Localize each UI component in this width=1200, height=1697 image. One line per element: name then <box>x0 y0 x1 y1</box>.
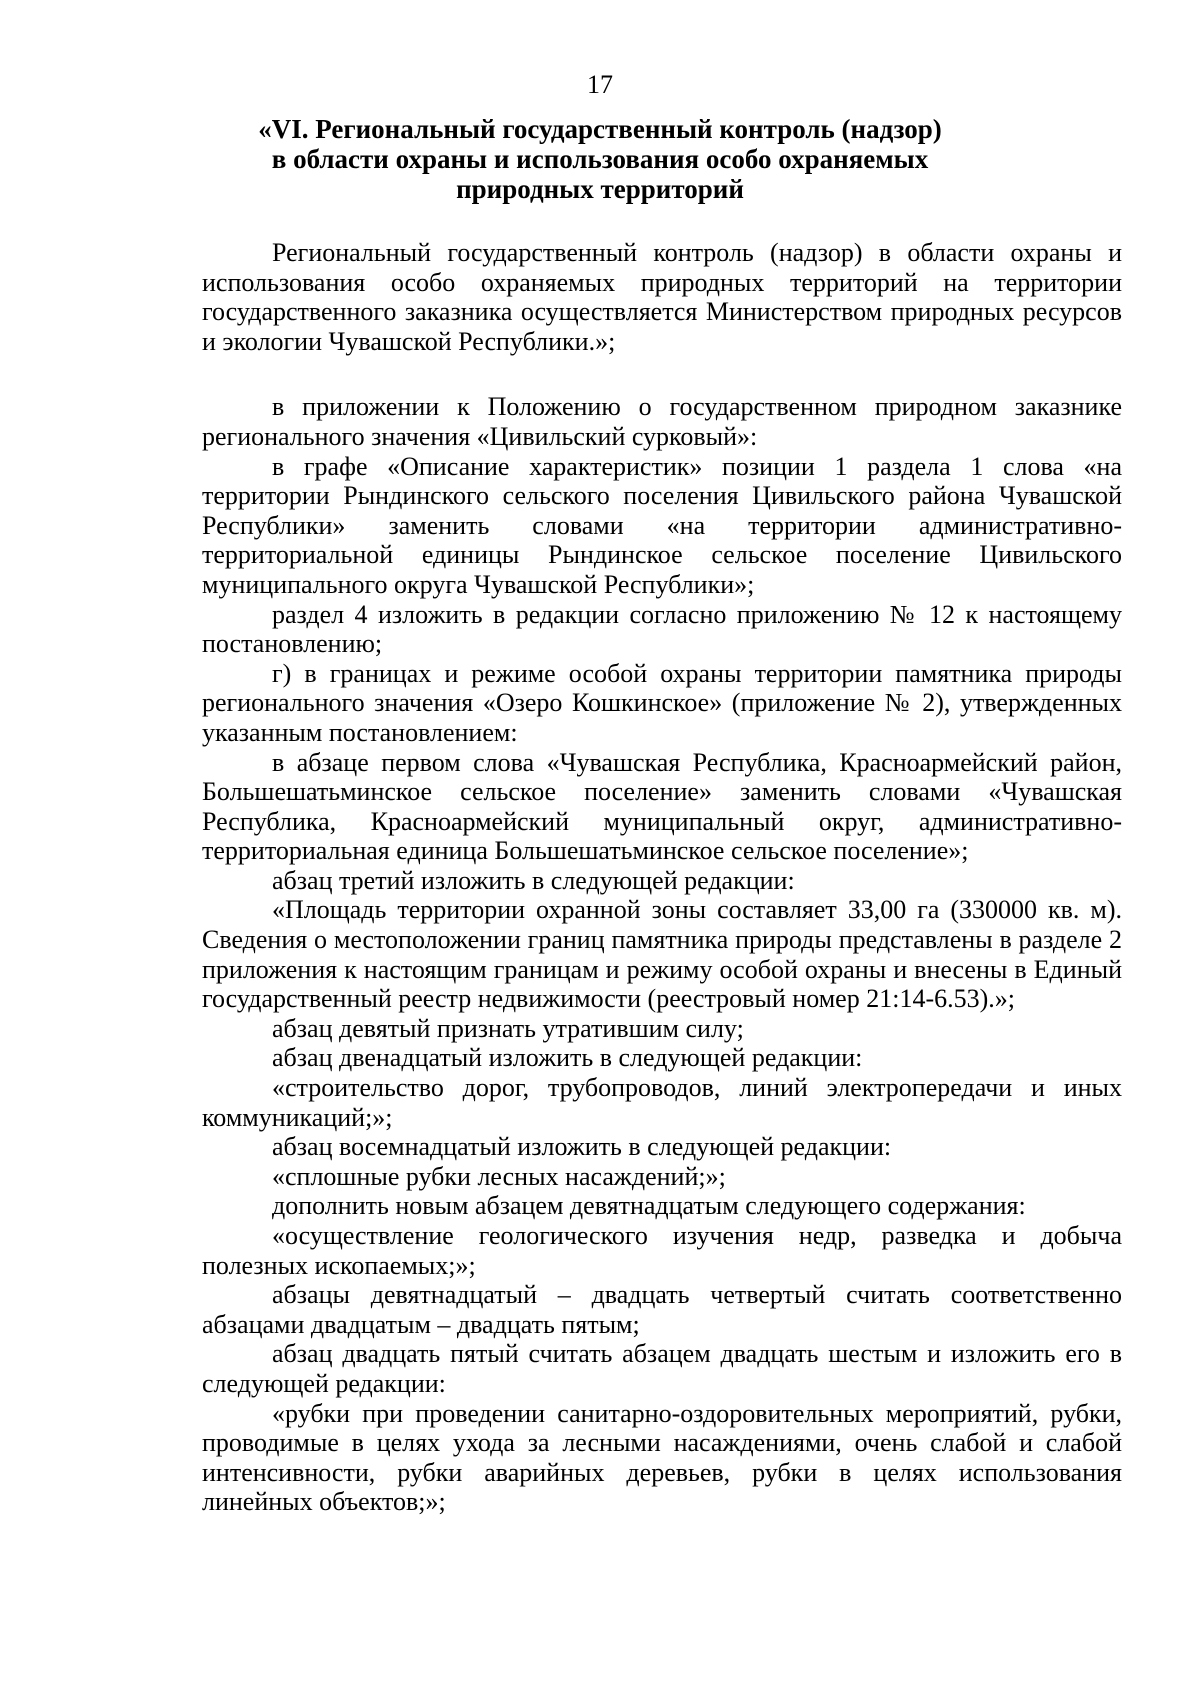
paragraph: раздел 4 изложить в редакции согласно приложению № 12 к настоящему постановлению; <box>202 599 1122 659</box>
paragraph: абзацы девятнадцатый – двадцать четвертый считать соответственно абзацами двадцатым – двадцать пятым; <box>202 1280 1122 1339</box>
paragraph: Региональный государственный контроль (надзор) в области охраны и использования особо охраняемых природных территорий на территории государственного заказника осуществляется Министерством природных ресурсов и экологии Чувашской Республики.»; <box>202 238 1122 356</box>
section-heading <box>200 114 1000 204</box>
paragraph: абзац двадцать пятый считать абзацем двадцать шестым и изложить его в следующей редакции: <box>202 1339 1122 1398</box>
paragraph: «сплошные рубки лесных насаждений;»; <box>272 1161 726 1191</box>
heading-line-3: природных территорий <box>456 174 744 204</box>
paragraph: абзац третий изложить в следующей редакции: <box>272 865 795 895</box>
paragraph: в абзаце первом слова «Чувашская Республика, Красноармейский район, Большешатьминское сельское поселение» заменить словами «Чувашская Республика, Красноармейский муниципальный округ, административно-территориальная единица Большешатьминское сельское поселение»; <box>202 747 1122 866</box>
paragraph: абзац восемнадцатый изложить в следующей редакции: <box>272 1132 892 1162</box>
paragraph: «Площадь территории охранной зоны составляет 33,00 га (330000 кв. м). Сведения о местоположении границ памятника природы представлены в разделе 2 приложения к настоящим границам и режиму особой охраны и внесены в Единый государственный реестр недвижимости (реестровый номер 21:14-6.53).»; <box>202 895 1122 1014</box>
document-body <box>202 238 1122 1517</box>
paragraph: абзац девятый признать утратившим силу; <box>272 1013 744 1043</box>
paragraph: в графе «Описание характеристик» позиции 1 раздела 1 слова «на территории Рындинского сельского поселения Цивильского района Чувашской Республики» заменить словами «на территории административно-территориальной единицы Рындинское сельское поселение Цивильского муниципального округа Чувашской Республики»; <box>202 451 1122 599</box>
paragraph: «осуществление геологического изучения недр, разведка и добыча полезных ископаемых;»; <box>202 1221 1122 1280</box>
page-number: 17 <box>587 70 613 99</box>
heading-line-1: «VI. Региональный государственный контроль (надзор) <box>258 114 942 144</box>
heading-line-2: в области охраны и использования особо охраняемых <box>271 144 929 174</box>
paragraph: в приложении к Положению о государственном природном заказнике регионального значения «Цивильский сурковый»: <box>202 392 1122 451</box>
paragraph: г) в границах и режиме особой охраны территории памятника природы регионального значения «Озеро Кошкинское» (приложение № 2), утвержденных указанным постановлением: <box>202 658 1122 747</box>
paragraph: «рубки при проведении санитарно-оздоровительных мероприятий, рубки, проводимые в целях ухода за лесными насаждениями, очень слабой и слабой интенсивности, рубки аварийных деревьев, рубки в целях использования линейных объектов;»; <box>202 1398 1122 1517</box>
paragraph: абзац двенадцатый изложить в следующей редакции: <box>272 1043 863 1073</box>
paragraph: дополнить новым абзацем девятнадцатым следующего содержания: <box>272 1191 1026 1221</box>
paragraph: «строительство дорог, трубопроводов, линий электропередачи и иных коммуникаций;»; <box>202 1073 1122 1132</box>
